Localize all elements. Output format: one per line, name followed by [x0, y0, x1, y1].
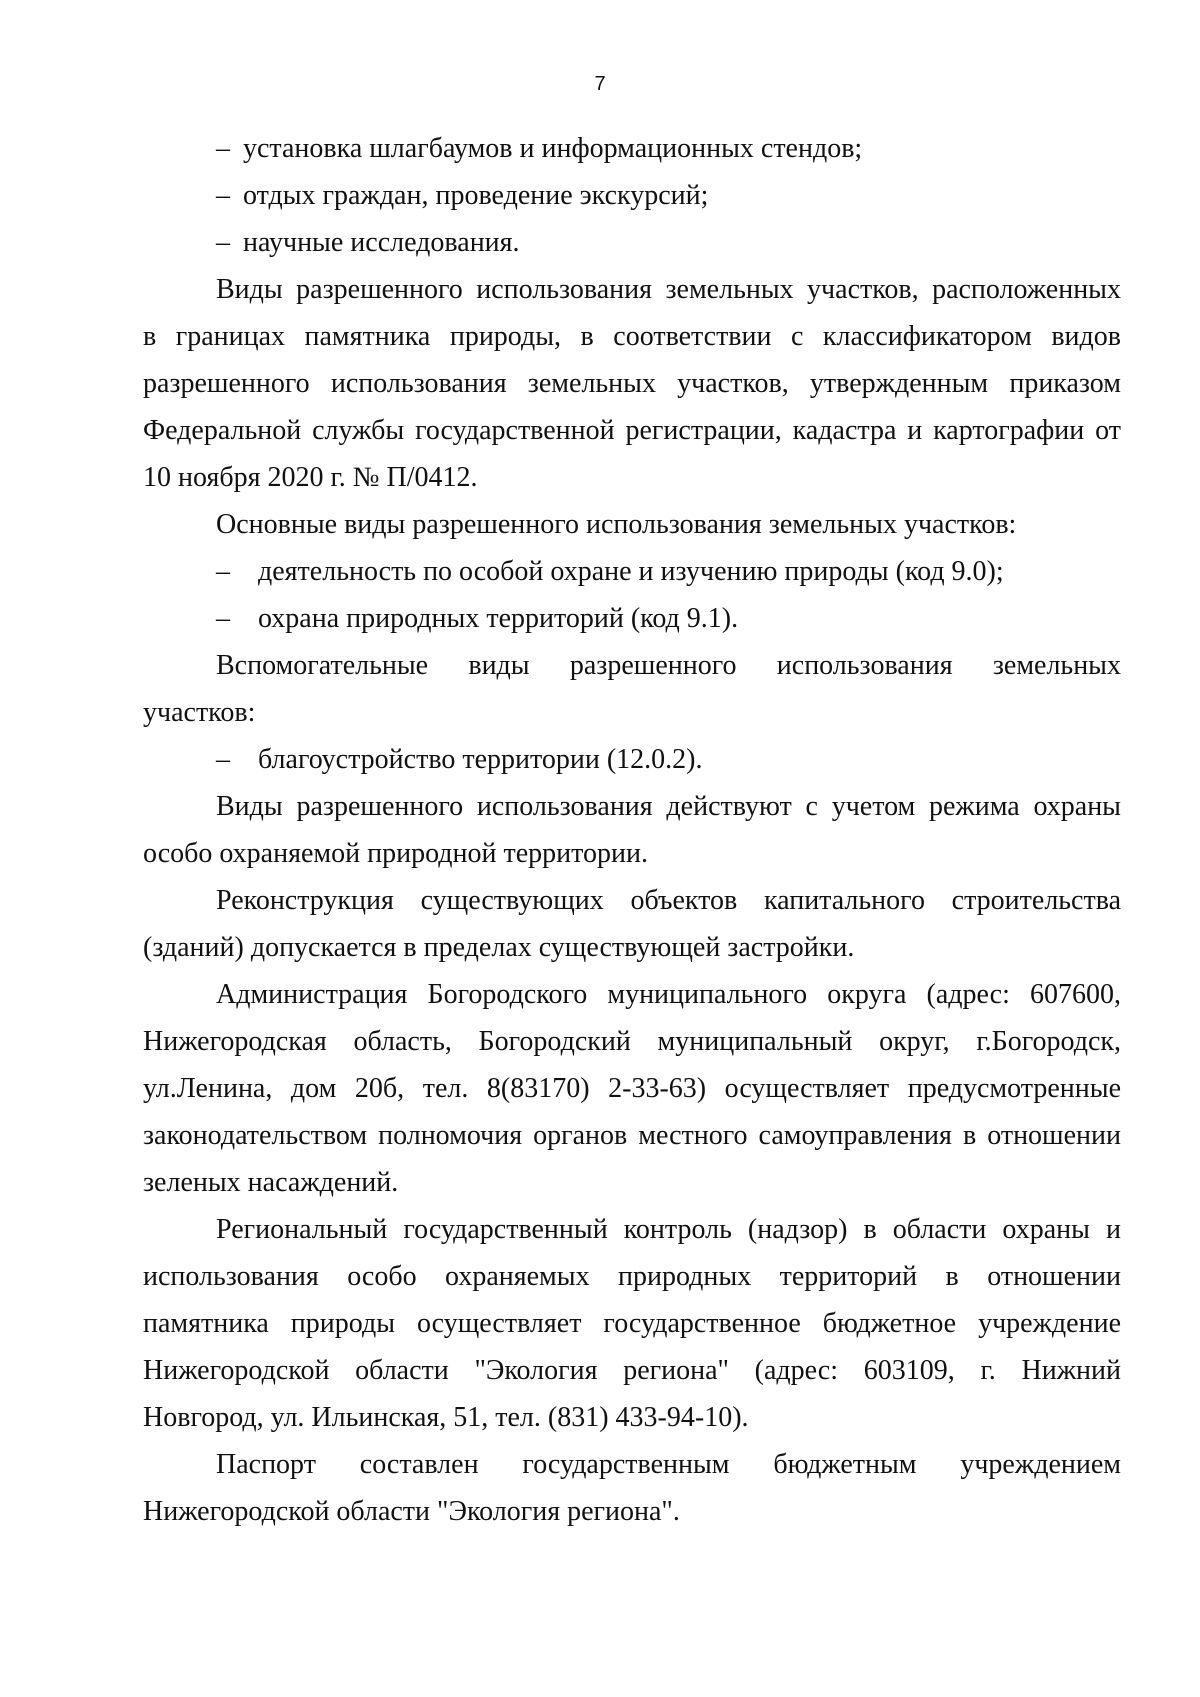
paragraph-line: Нижегородская область, Богородский муниципальный округ, г.Богородск,: [143, 1026, 1121, 1057]
paragraph-line: законодательством полномочия органов местного самоуправления в отношении: [143, 1120, 1121, 1151]
paragraph-line: зеленых насаждений.: [143, 1167, 399, 1198]
dash-marker: –: [216, 603, 230, 634]
paragraph-line: (зданий) допускается в пределах существующей застройки.: [143, 932, 855, 963]
paragraph-passport: [143, 1441, 1121, 1535]
paragraph-line: разрешенного использования земельных участков, утвержденным приказом: [143, 368, 1121, 399]
paragraph-protection-regime: [143, 783, 1121, 877]
list-item: [143, 736, 1121, 783]
list-item: [143, 595, 1121, 642]
list-item-text: охрана природных территорий (код 9.1).: [258, 603, 739, 634]
section-heading: Основные виды разрешенного использования земельных участков:: [216, 509, 1017, 540]
paragraph-reconstruction: [143, 877, 1121, 971]
list-item-text: установка шлагбаумов и информационных стендов;: [243, 133, 863, 164]
page-number: 7: [594, 73, 606, 95]
paragraph-permitted-use: [143, 266, 1121, 501]
paragraph-line: Виды разрешенного использования действуют с учетом режима охраны: [216, 791, 1121, 822]
paragraph-line: Администрация Богородского муниципального округа (адрес: 607600,: [216, 979, 1121, 1010]
paragraph-line: использования особо охраняемых природных территорий в отношении: [143, 1261, 1121, 1292]
paragraph-line: Нижегородской области "Экология региона".: [143, 1496, 680, 1527]
paragraph-regional-control: [143, 1206, 1121, 1441]
section-heading: Вспомогательные виды разрешенного использования земельных: [216, 650, 1121, 681]
document-body: [143, 125, 1121, 1535]
paragraph-line: Паспорт составлен государственным бюджетным учреждением: [216, 1449, 1121, 1480]
dash-marker: –: [216, 556, 230, 587]
list-item: [143, 125, 1121, 172]
paragraph-line: памятника природы осуществляет государственное бюджетное учреждение: [143, 1308, 1121, 1339]
paragraph-line: Виды разрешенного использования земельных участков, расположенных: [216, 274, 1121, 305]
list-item: [143, 219, 1121, 266]
dash-marker: –: [216, 133, 230, 164]
paragraph-line: Нижегородской области "Экология региона" (адрес: 603109, г. Нижний: [143, 1355, 1121, 1386]
paragraph-line: Реконструкция существующих объектов капитального строительства: [216, 885, 1121, 916]
dash-marker: –: [216, 180, 230, 211]
auxiliary-use-types: [143, 642, 1121, 783]
paragraph-line: в границах памятника природы, в соответствии с классификатором видов: [143, 321, 1121, 352]
list-item: [143, 548, 1121, 595]
paragraph-line: 10 ноября 2020 г. № П/0412.: [143, 462, 478, 493]
list-item-text: благоустройство территории (12.0.2).: [258, 744, 703, 775]
paragraph-line: Федеральной службы государственной регистрации, кадастра и картографии от: [143, 415, 1121, 446]
dash-marker: –: [216, 227, 230, 258]
list-item-text: отдых граждан, проведение экскурсий;: [243, 180, 709, 211]
main-use-types: [143, 501, 1121, 642]
paragraph-line: Новгород, ул. Ильинская, 51, тел. (831) 433-94-10).: [143, 1402, 749, 1433]
paragraph-line: особо охраняемой природной территории.: [143, 838, 648, 869]
paragraph-administration: [143, 971, 1121, 1206]
paragraph-line: Региональный государственный контроль (надзор) в области охраны и: [216, 1214, 1121, 1245]
list-item: [143, 172, 1121, 219]
list-item-text: деятельность по особой охране и изучению природы (код 9.0);: [258, 556, 1004, 587]
paragraph-line: ул.Ленина, дом 20б, тел. 8(83170) 2-33-63) осуществляет предусмотренные: [143, 1073, 1121, 1104]
section-heading-continued: участков:: [143, 697, 256, 728]
list-item-text: научные исследования.: [243, 227, 520, 258]
dash-marker: –: [216, 744, 230, 775]
usage-list: [143, 125, 1121, 266]
